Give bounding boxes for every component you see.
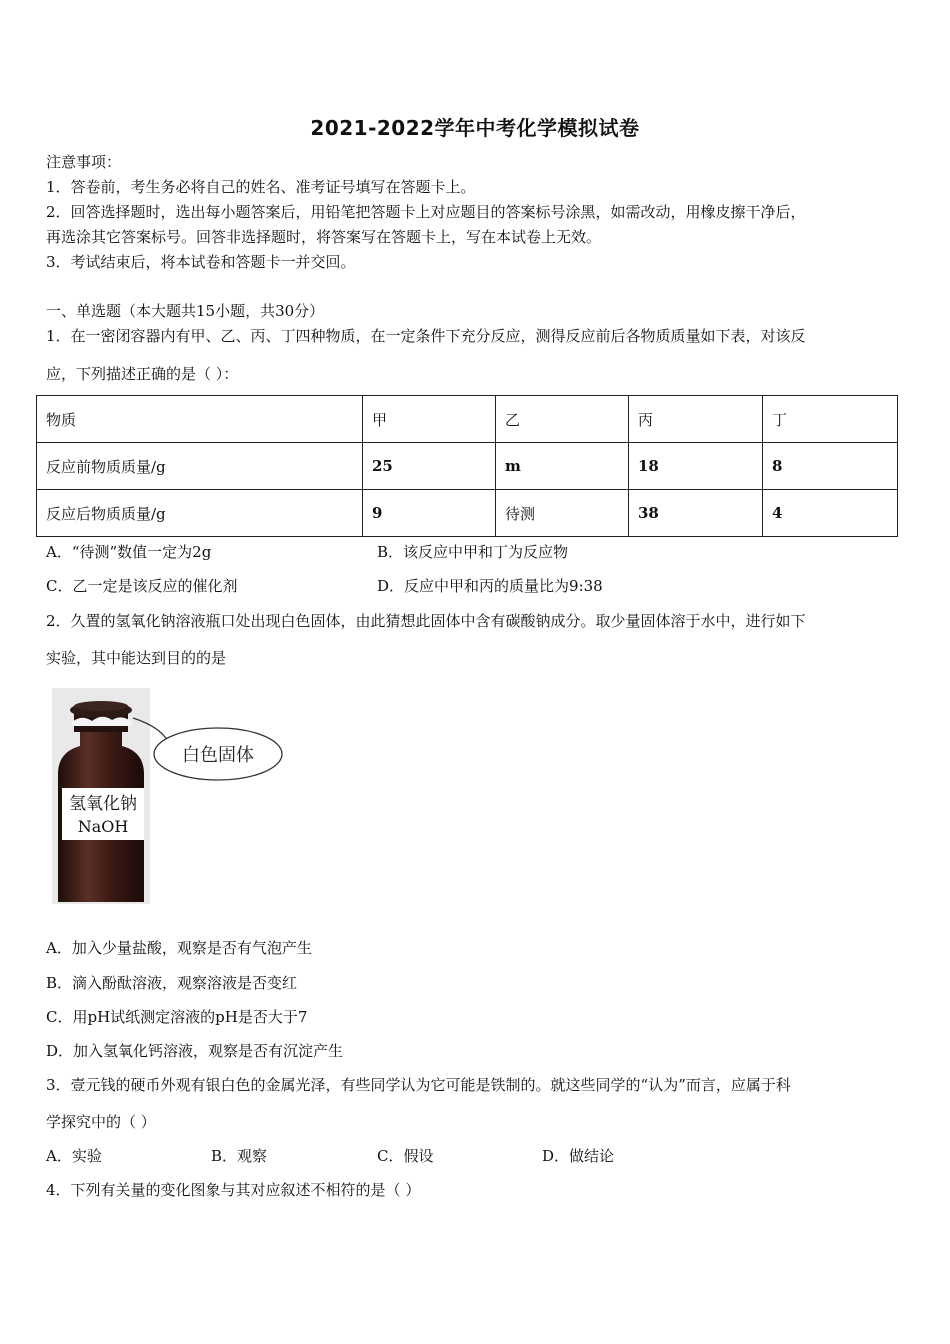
q1-stem: 应，下列描述正确的是（ ）： xyxy=(46,365,239,383)
mass-table xyxy=(36,395,898,537)
notice-item: 再选涂其它答案标号。回答非选择题时，将答案写在答题卡上，写在本试卷上无效。 xyxy=(46,228,602,246)
bottle-label-formula: NaOH xyxy=(77,817,129,836)
table-row xyxy=(37,443,898,490)
q3-stem: 学探究中的（ ） xyxy=(46,1113,156,1131)
q2-option-b: B．滴入酚酞溶液，观察溶液是否变红 xyxy=(46,974,298,992)
table-cell: 甲 xyxy=(363,396,496,443)
table-cell: m xyxy=(496,443,629,490)
q1-option-d: D．反应中甲和丙的质量比为9:38 xyxy=(377,577,603,595)
q3-option-c: C．假设 xyxy=(377,1147,434,1165)
table-cell: 38 xyxy=(629,490,763,537)
naoh-bottle-figure xyxy=(52,688,292,906)
q3-stem: 3．壹元钱的硬币外观有银白色的金属光泽，有些同学认为它可能是铁制的。就这些同学的“认为”而言，应属于科 xyxy=(46,1076,791,1094)
q3-option-b: B．观察 xyxy=(211,1147,268,1165)
q1-option-c: C．乙一定是该反应的催化剂 xyxy=(46,577,238,595)
notice-item: 3．考试结束后，将本试卷和答题卡一并交回。 xyxy=(46,253,356,271)
q1-stem: 1．在一密闭容器内有甲、乙、丙、丁四种物质，在一定条件下充分反应，测得反应前后各物质质量如下表，对该反 xyxy=(46,327,806,345)
q2-option-a: A．加入少量盐酸，观察是否有气泡产生 xyxy=(46,939,312,957)
q2-option-c: C．用pH试纸测定溶液的pH是否大于7 xyxy=(46,1008,308,1026)
q3-option-d: D．做结论 xyxy=(542,1147,615,1165)
q1-option-a: A．“待测”数值一定为2g xyxy=(46,543,212,561)
q2-option-d: D．加入氢氧化钙溶液，观察是否有沉淀产生 xyxy=(46,1042,344,1060)
table-cell: 4 xyxy=(763,490,898,537)
notice-item: 1．答卷前，考生务必将自己的姓名、准考证号填写在答题卡上。 xyxy=(46,178,476,196)
section-heading: 一、单选题（本大题共15小题，共30分） xyxy=(46,302,325,320)
table-cell: 18 xyxy=(629,443,763,490)
table-cell: 丁 xyxy=(763,396,898,443)
page-title: 2021-2022学年中考化学模拟试卷 xyxy=(310,116,640,140)
table-cell: 物质 xyxy=(37,396,363,443)
bottle-illustration xyxy=(52,688,292,906)
table-row xyxy=(37,490,898,537)
bottle-label-cn: 氢氧化钠 xyxy=(69,794,137,814)
table-cell: 25 xyxy=(363,443,496,490)
table-cell: 丙 xyxy=(629,396,763,443)
q1-option-b: B．该反应中甲和丁为反应物 xyxy=(377,543,569,561)
q2-stem: 实验，其中能达到目的的是 xyxy=(46,649,227,667)
q2-stem: 2．久置的氢氧化钠溶液瓶口处出现白色固体，由此猜想此固体中含有碳酸钠成分。取少量固体溶于水中，进行如下 xyxy=(46,612,806,630)
table-cell: 待测 xyxy=(496,490,629,537)
table-cell: 9 xyxy=(363,490,496,537)
table-cell: 反应后物质质量/g xyxy=(37,490,363,537)
q4-stem: 4．下列有关量的变化图象与其对应叙述不相符的是（ ） xyxy=(46,1181,421,1199)
table-cell: 8 xyxy=(763,443,898,490)
notice-item: 2．回答选择题时，选出每小题答案后，用铅笔把答题卡上对应题目的答案标号涂黑，如需改动，用橡皮擦干净后， xyxy=(46,203,806,221)
callout-text: 白色固体 xyxy=(182,745,254,766)
table-cell: 乙 xyxy=(496,396,629,443)
notice-heading: 注意事项： xyxy=(46,153,122,171)
table-row xyxy=(37,396,898,443)
q3-option-a: A．实验 xyxy=(46,1147,102,1165)
table-cell: 反应前物质质量/g xyxy=(37,443,363,490)
